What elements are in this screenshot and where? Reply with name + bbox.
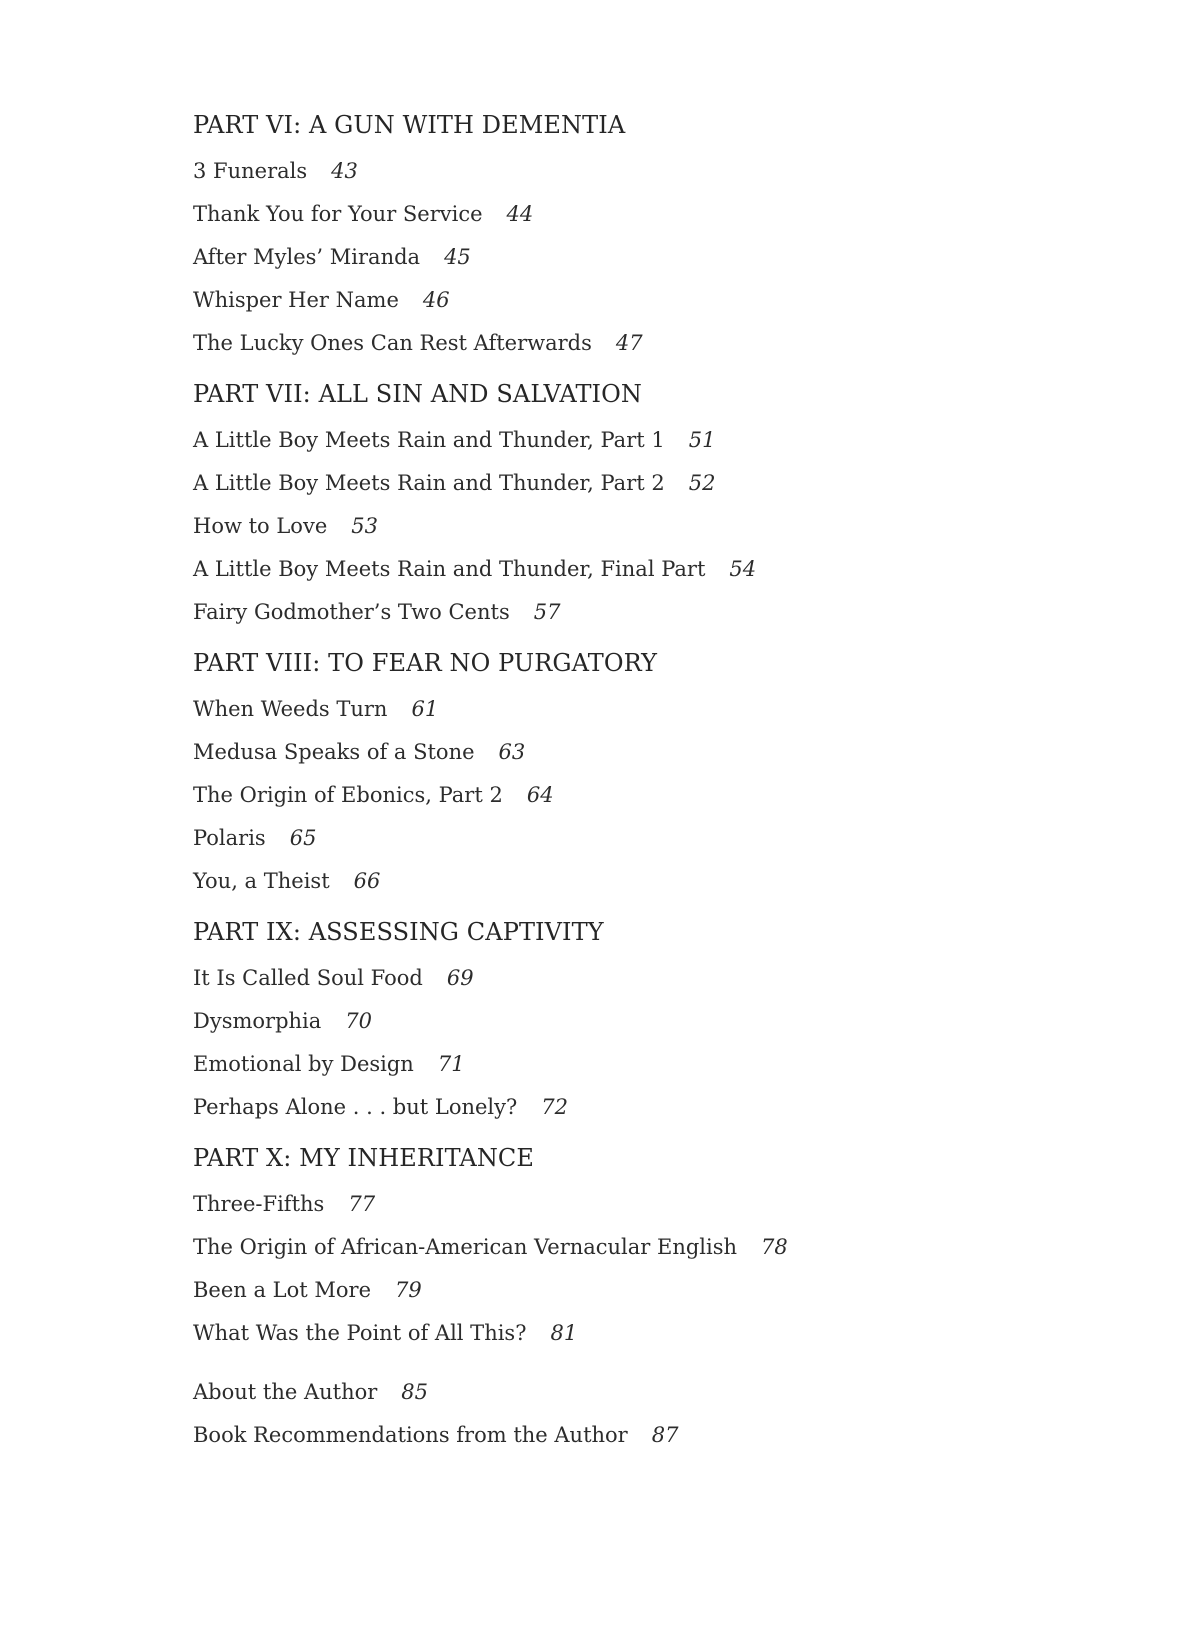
entry-page-number: 52 xyxy=(688,471,716,495)
toc-entry xyxy=(193,731,1093,774)
entry-page-number: 87 xyxy=(651,1423,679,1447)
part-heading: PART IX: ASSESSING CAPTIVITY xyxy=(193,918,604,946)
table-of-contents xyxy=(193,108,1093,1457)
toc-entry xyxy=(193,1269,1093,1312)
entry-title: It Is Called Soul Food xyxy=(193,966,423,990)
entry-page-number: 79 xyxy=(395,1278,422,1302)
toc-entry xyxy=(193,1414,1093,1457)
toc-entry xyxy=(193,817,1093,860)
entry-page-number: 66 xyxy=(353,869,381,893)
entry-title: Been a Lot More xyxy=(193,1278,371,1302)
toc-entry xyxy=(193,236,1093,279)
entry-page-number: 63 xyxy=(498,740,526,764)
toc-entry xyxy=(193,150,1093,193)
toc-entry xyxy=(193,957,1093,1000)
entry-page-number: 71 xyxy=(437,1052,465,1076)
entry-page-number: 45 xyxy=(444,245,471,269)
entry-title: Fairy Godmother’s Two Cents xyxy=(193,600,510,624)
entry-page-number: 46 xyxy=(422,288,450,312)
entry-page-number: 54 xyxy=(729,557,757,581)
entry-page-number: 53 xyxy=(351,514,378,538)
toc-entry xyxy=(193,1226,1093,1269)
part-section xyxy=(193,377,1093,634)
entry-title: Thank You for Your Service xyxy=(193,202,483,226)
entry-page-number: 64 xyxy=(526,783,554,807)
toc-entry xyxy=(193,1043,1093,1086)
entry-title: Polaris xyxy=(193,826,266,850)
entry-page-number: 69 xyxy=(446,966,474,990)
backmatter-section xyxy=(193,1371,1093,1457)
toc-entry xyxy=(193,279,1093,322)
toc-entry xyxy=(193,1371,1093,1414)
toc-entry xyxy=(193,1000,1093,1043)
entry-title: Book Recommendations from the Author xyxy=(193,1423,628,1447)
entry-title: Emotional by Design xyxy=(193,1052,414,1076)
toc-entry xyxy=(193,688,1093,731)
part-heading: PART X: MY INHERITANCE xyxy=(193,1144,535,1172)
entry-title: About the Author xyxy=(193,1380,378,1404)
toc-entry xyxy=(193,505,1093,548)
toc-entry xyxy=(193,419,1093,462)
entry-title: Medusa Speaks of a Stone xyxy=(193,740,475,764)
entry-title: A Little Boy Meets Rain and Thunder, Part 2 xyxy=(193,471,665,495)
entry-title: Whisper Her Name xyxy=(193,288,399,312)
entry-title: Perhaps Alone . . . but Lonely? xyxy=(193,1095,518,1119)
entry-title: 3 Funerals xyxy=(193,159,308,183)
entry-title: How to Love xyxy=(193,514,328,538)
entry-title: What Was the Point of All This? xyxy=(193,1321,527,1345)
entry-page-number: 77 xyxy=(348,1192,376,1216)
part-section xyxy=(193,108,1093,365)
entry-page-number: 85 xyxy=(401,1380,429,1404)
part-heading: PART VII: ALL SIN AND SALVATION xyxy=(193,380,643,408)
toc-entry xyxy=(193,322,1093,365)
entry-page-number: 44 xyxy=(506,202,534,226)
entry-page-number: 70 xyxy=(345,1009,373,1033)
toc-entry xyxy=(193,774,1093,817)
entry-title: When Weeds Turn xyxy=(193,697,388,721)
part-heading: PART VIII: TO FEAR NO PURGATORY xyxy=(193,649,658,677)
toc-entry xyxy=(193,1312,1093,1355)
entry-title: The Origin of Ebonics, Part 2 xyxy=(193,783,503,807)
entry-title: Dysmorphia xyxy=(193,1009,322,1033)
entry-title: A Little Boy Meets Rain and Thunder, Final Part xyxy=(193,557,706,581)
entry-page-number: 65 xyxy=(289,826,317,850)
entry-page-number: 43 xyxy=(331,159,358,183)
part-section xyxy=(193,646,1093,903)
entry-page-number: 72 xyxy=(541,1095,568,1119)
toc-entry xyxy=(193,1086,1093,1129)
part-section xyxy=(193,915,1093,1129)
toc-entry xyxy=(193,591,1093,634)
toc-entry xyxy=(193,548,1093,591)
entry-title: The Lucky Ones Can Rest Afterwards xyxy=(193,331,592,355)
entry-page-number: 57 xyxy=(533,600,561,624)
part-section xyxy=(193,1141,1093,1355)
entry-title: Three-Fifths xyxy=(193,1192,325,1216)
entry-page-number: 81 xyxy=(550,1321,578,1345)
part-heading: PART VI: A GUN WITH DEMENTIA xyxy=(193,111,626,139)
entry-page-number: 51 xyxy=(688,428,716,452)
toc-entry xyxy=(193,860,1093,903)
entry-title: A Little Boy Meets Rain and Thunder, Part 1 xyxy=(193,428,665,452)
entry-title: The Origin of African-American Vernacular English xyxy=(193,1235,738,1259)
entry-page-number: 78 xyxy=(761,1235,788,1259)
toc-entry xyxy=(193,462,1093,505)
toc-entry xyxy=(193,1183,1093,1226)
entry-page-number: 47 xyxy=(615,331,643,355)
entry-title: After Myles’ Miranda xyxy=(193,245,421,269)
entry-page-number: 61 xyxy=(411,697,439,721)
toc-entry xyxy=(193,193,1093,236)
entry-title: You, a Theist xyxy=(193,869,330,893)
